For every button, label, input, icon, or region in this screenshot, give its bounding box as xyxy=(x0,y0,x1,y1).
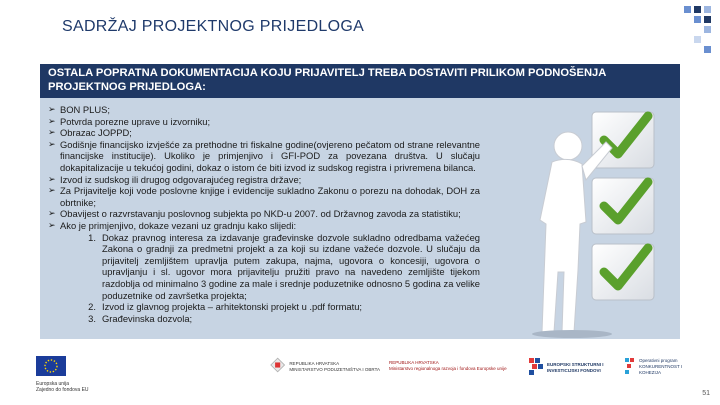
page-number: 51 xyxy=(702,390,710,397)
arrow-bullet-icon: ➢ xyxy=(48,115,56,126)
list-item: ➢ Ako je primjenjivo, dokaze vezani uz gradnju kako slijedi: xyxy=(48,219,297,231)
checkbox-icon xyxy=(592,244,654,300)
list-item: ➢ Za Prijavitelje koji vode poslovne knjige i evidencije sukladno Zakonu o porezu na dohodak, DOH za obrtnike; xyxy=(48,185,480,208)
corner-accent xyxy=(676,0,720,60)
list-item: ➢ Izvod iz sudskog ili drugog odgovarajućeg registra države; xyxy=(48,173,302,185)
croatia-logo: REPUBLIKA HRVATSKA Ministarstvo regionalnoga razvoja i fondova Europske unije xyxy=(385,356,505,386)
numbered-item: 1. Dokaz pravnog interesa za izdavanje građevinske dozvole sukladno odredbama važećeg Zakona o gradnji za predmetni projekt a za koji su izdane važeće dozvole. U slučaju da prijavitelj zemljištem upravlja putem zakupa, najma, ugovora o koncesiji, ugovora o upravljanju i sl. ugovor mora prijavitelju pružiti pravo na navedeno zemljište tijekom razdoblja od minimalno 3 godine za male i srednje poduzetnike odnosno 5 godina za velike poduzetnike od završetka projekta; xyxy=(88,231,480,301)
arrow-bullet-icon: ➢ xyxy=(48,208,56,219)
panel-heading-bar xyxy=(40,64,680,98)
list-item: ➢ Godišnje financijsko izvješće za prethodne tri fiskalne godine(ovjereno pečatom od strane relevantne financijske institucije). Ukoliko je primjenjivo i GFI-POD za povezana društva. U slučaju dokapitalizacije u tekućoj godini, dokaz o istom će biti izvod iz sudskog registra i privremena bilanca. xyxy=(48,138,480,173)
ministry-emblem-icon xyxy=(270,356,285,374)
footer xyxy=(0,344,720,405)
op-logo: Operativni program KONKURENTNOST I KOHEZIJA xyxy=(624,356,694,386)
list-item: ➢ Obavijest o razvrstavanju poslovnog subjekta po NKD-u 2007. od Državnog zavoda za statistiku; xyxy=(48,208,461,220)
ministry-logo: REPUBLIKA HRVATSKA MINISTARSTVO PODUZETNIŠTVA I OBRTA xyxy=(270,356,380,386)
arrow-bullet-icon: ➢ xyxy=(48,185,56,196)
panel-heading: OSTALA POPRATNA DOKUMENTACIJA KOJU PRIJAVITELJ TREBA DOSTAVITI PRILIKOM PODNOŠENJA PROJEKTNOG PRIJEDLOGA: xyxy=(48,67,606,93)
eu-logo: Europska unija Zajedno do fondova EU xyxy=(36,356,80,386)
eu-flag-icon xyxy=(36,356,66,376)
list-item: ➢ Potvrda porezne uprave u izvorniku; xyxy=(48,115,211,127)
list-item: ➢ Obrazac JOPPD; xyxy=(48,127,132,139)
checkbox-icon xyxy=(592,178,654,234)
document-list xyxy=(48,104,480,324)
title-bar xyxy=(0,0,720,56)
op-mosaic-icon xyxy=(624,356,636,376)
arrow-bullet-icon: ➢ xyxy=(48,219,56,230)
numbered-item: 3. Građevinska dozvola; xyxy=(88,312,193,324)
arrow-bullet-icon: ➢ xyxy=(48,138,56,149)
list-item: ➢ BON PLUS; xyxy=(48,104,111,115)
checklist-illustration xyxy=(482,102,678,338)
esif-mosaic-icon xyxy=(528,356,544,376)
esif-logo: EUROPSKI STRUKTURNI I INVESTICIJSKI FONDOVI xyxy=(528,356,620,386)
page-title: SADRŽAJ PROJEKTNOG PRIJEDLOGA xyxy=(62,18,365,35)
arrow-bullet-icon: ➢ xyxy=(48,104,56,114)
arrow-bullet-icon: ➢ xyxy=(48,127,56,138)
content-panel xyxy=(40,64,680,339)
arrow-bullet-icon: ➢ xyxy=(48,173,56,184)
numbered-item: 2. Izvod iz glavnog projekta – arhitektonski projekt u .pdf formatu; xyxy=(88,301,363,313)
